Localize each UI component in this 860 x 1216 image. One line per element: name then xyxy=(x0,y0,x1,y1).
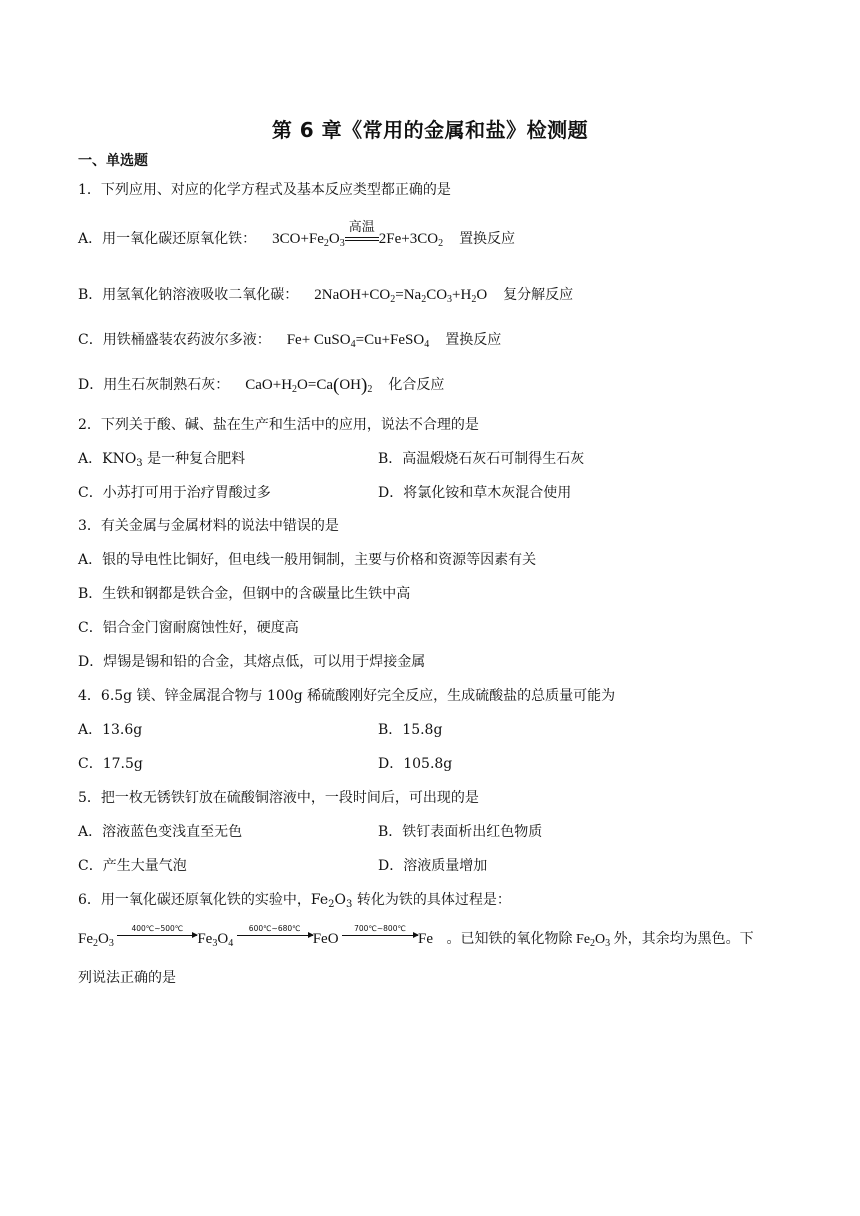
q4-option-d: D．105.8g xyxy=(378,756,453,772)
page-title: 第 6 章《常用的金属和盐》检测题 xyxy=(271,118,589,142)
q2-option-c: C．小苏打可用于治疗胃酸过多 xyxy=(78,485,271,501)
q6-tail-text: 。已知铁的氧化物除 xyxy=(446,932,573,947)
q1-option-a xyxy=(78,219,516,249)
q1-option-c-equation: Fe+ CuSO$_4$=Cu+FeSO$_4$ xyxy=(286,332,430,350)
q6-reaction-chain: $Fe_2O_3$ 400℃~500℃ $Fe_3O_4$ 600℃~680℃ FeO 700℃~800℃ Fe 。已知铁的氧化物除 $Fe_2O_3$ 外，其余均为黑色。下 xyxy=(78,923,754,949)
q2-option-d: D．将氯化铵和草木灰混合使用 xyxy=(378,485,572,501)
q3-stem: 3．有关金属与金属材料的说法中错误的是 xyxy=(78,518,339,534)
q1-option-d-text: D．用生石灰制熟石灰： xyxy=(78,377,230,393)
q6-stem: 6．用一氧化碳还原氧化铁的实验中，$Fe_2O_3$ 转化为铁的具体过程是： xyxy=(78,892,511,910)
q1-option-c xyxy=(78,330,501,350)
q1-option-b-equation: $2NaOH+CO_2=Na_2CO_3+H_2O$ xyxy=(314,287,488,305)
q6-tail-text-2: 外，其余均为黑色。下 xyxy=(613,932,754,947)
q4-option-c: C．17.5g xyxy=(78,756,143,772)
section-heading: 一、单选题 xyxy=(78,153,148,169)
q4-stem: 4．6.5g 镁、锌金属混合物与 100g 稀硫酸刚好完全反应，生成硫酸盐的总质量可能为 xyxy=(78,688,616,704)
q5-option-d: D．溶液质量增加 xyxy=(378,858,488,874)
arrow-icon: 700℃~800℃ xyxy=(342,933,418,947)
q1-option-b-text: B．用氢氧化钠溶液吸收二氧化碳： xyxy=(78,287,299,303)
q1-option-c-text: C．用铁桶盛装农药波尔多液： xyxy=(78,332,271,348)
q1-option-d-equation: $CaO+H_2O=Ca(OH)_2$ xyxy=(245,375,373,396)
q2-stem: 2．下列关于酸、碱、盐在生产和生活中的应用，说法不合理的是 xyxy=(78,417,479,433)
reaction-condition: 高温 xyxy=(345,239,379,241)
q3-option-d: D．焊锡是锡和铅的合金，其熔点低，可以用于焊接金属 xyxy=(78,654,426,670)
q3-option-b: B．生铁和钢都是铁合金，但钢中的含碳量比生铁中高 xyxy=(78,586,411,602)
q1-option-c-type: 置换反应 xyxy=(445,332,502,348)
q1-option-a-text: A．用一氧化碳还原氧化铁： xyxy=(78,231,257,247)
arrow-icon: 400℃~500℃ xyxy=(117,933,197,947)
q1-option-b xyxy=(78,285,573,305)
q1-option-a-type: 置换反应 xyxy=(459,231,516,247)
q4-option-a: A．13.6g xyxy=(78,722,143,738)
q1-option-d xyxy=(78,375,444,396)
q5-option-c: C．产生大量气泡 xyxy=(78,858,187,874)
q6-stem-line2: 列说法正确的是 xyxy=(78,970,176,986)
q5-option-b: B．铁钉表面析出红色物质 xyxy=(378,824,543,840)
q4-option-b: B．15.8g xyxy=(378,722,443,738)
q3-option-a: A．银的导电性比铜好，但电线一般用铜制，主要与价格和资源等因素有关 xyxy=(78,552,537,568)
q2-option-b: B．高温煅烧石灰石可制得生石灰 xyxy=(378,451,585,467)
q1-option-a-equation: $3CO+Fe_2O_3$ 高温 $2Fe+3CO_2$ xyxy=(272,219,444,249)
q5-option-a: A．溶液蓝色变浅直至无色 xyxy=(78,824,243,840)
q5-stem: 5．把一枚无锈铁钉放在硫酸铜溶液中，一段时间后，可出现的是 xyxy=(78,790,479,806)
q1-option-b-type: 复分解反应 xyxy=(503,287,574,303)
q2-option-a: A．$KNO_3$ 是一种复合肥料 xyxy=(78,451,246,469)
q3-option-c: C．铝合金门窗耐腐蚀性好，硬度高 xyxy=(78,620,299,636)
arrow-icon: 600℃~680℃ xyxy=(237,933,313,947)
q1-option-d-type: 化合反应 xyxy=(388,377,445,393)
q1-stem: 1．下列应用、对应的化学方程式及基本反应类型都正确的是 xyxy=(78,182,451,198)
